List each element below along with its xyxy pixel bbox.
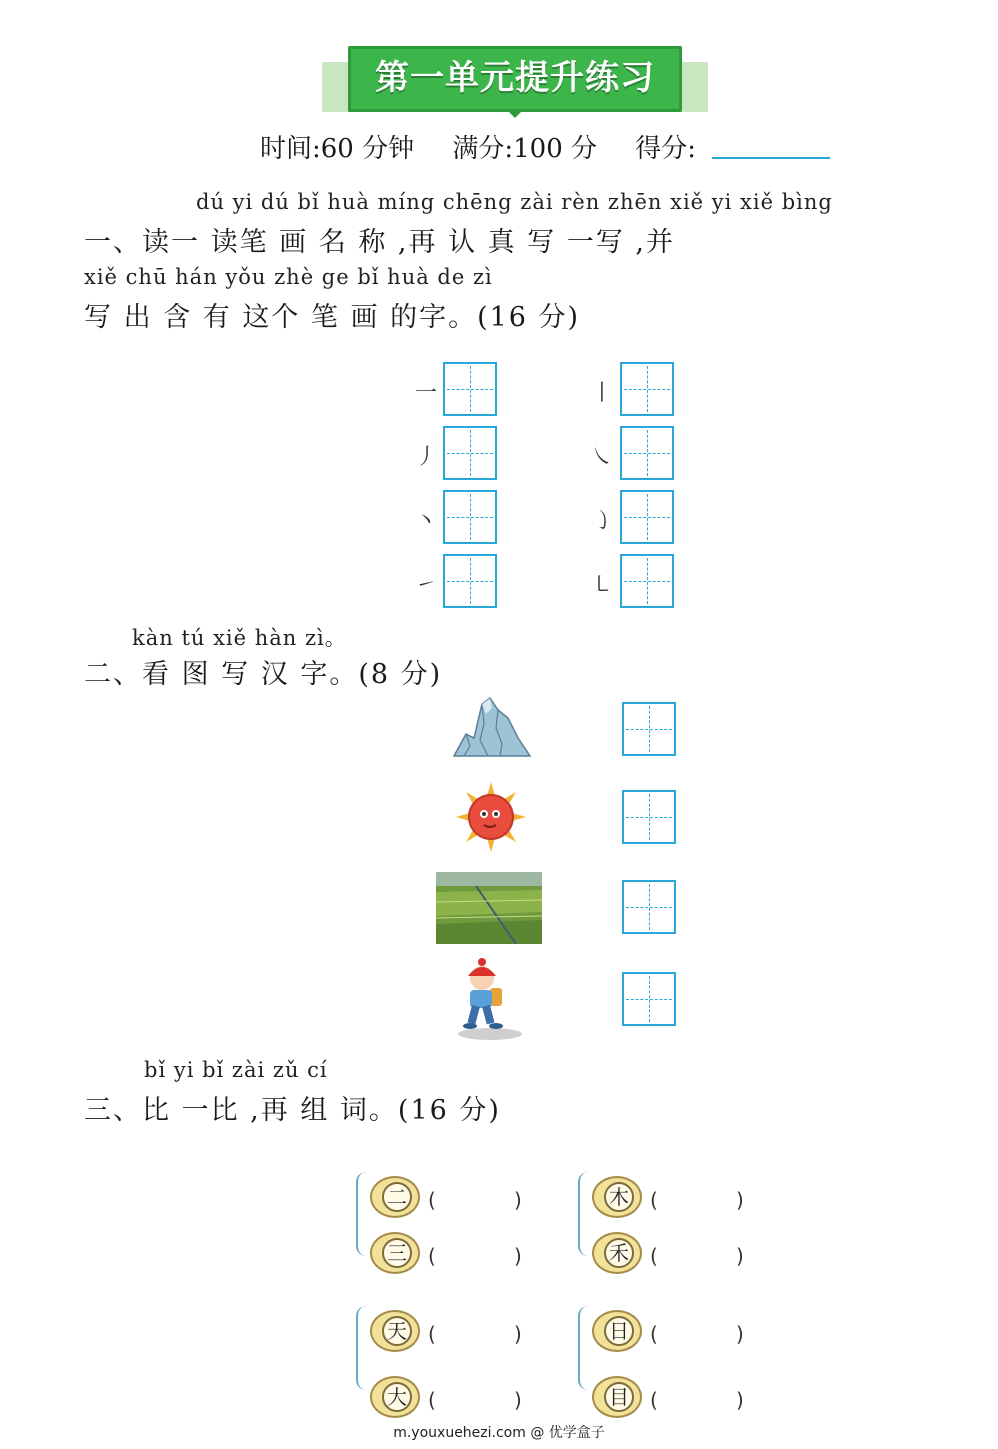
paren-open: ( [428,1244,436,1268]
q1-pinyin-line1: dú yi dú bǐ huà míng chēng zài rèn zhēn xiě yi xiě bìng [196,190,833,214]
char-bubble: 三 [382,1238,412,1268]
paren-close: ) [514,1388,522,1412]
child-walking-image [452,958,526,1042]
paren-close: ) [736,1188,744,1212]
paren-close: ) [514,1188,522,1212]
full-score-label: 满分:100 分 [452,134,598,164]
paren-close: ) [736,1388,744,1412]
footer-watermark: m.youxuehezi.com @ 优学盒子 [393,1425,605,1441]
stroke-label: 丿 [414,445,437,470]
writing-box[interactable] [622,880,676,934]
paren-open: ( [650,1244,658,1268]
q1-line2: 写 出 含 有 这个 笔 画 的字。(16 分) [84,302,581,333]
page-title: 第一单元提升练习 [375,58,655,98]
writing-box[interactable] [620,426,674,480]
paren-open: ( [428,1322,436,1346]
stroke-label: 一 [414,381,437,406]
paren-close: ) [514,1244,522,1268]
writing-box[interactable] [622,972,676,1026]
stroke-label: ㇁ [590,509,613,534]
paren-open: ( [650,1388,658,1412]
char-bubble: 天 [382,1316,412,1346]
paren-open: ( [428,1388,436,1412]
writing-box[interactable] [622,790,676,844]
q2-line: 二、看 图 写 汉 字。(8 分) [84,659,443,690]
brace [578,1306,588,1390]
char-bubble: 目 [604,1382,634,1412]
q3-pinyin: bǐ yi bǐ zài zǔ cí [144,1058,328,1082]
brace [578,1172,588,1256]
writing-box[interactable] [620,554,674,608]
writing-box[interactable] [443,426,497,480]
stroke-label: 丶 [414,509,437,534]
score-blank-line[interactable] [712,157,830,159]
char-bubble: 二 [382,1182,412,1212]
title-banner [322,46,708,112]
sun-image [456,782,526,852]
writing-box[interactable] [622,702,676,756]
stroke-label: ㇄ [590,573,613,598]
writing-box[interactable] [443,362,497,416]
time-label: 时间:60 分钟 [260,134,415,164]
char-bubble: 木 [604,1182,634,1212]
paren-open: ( [650,1322,658,1346]
brace [356,1172,366,1256]
char-bubble: 禾 [604,1238,634,1268]
writing-box[interactable] [443,554,497,608]
paren-open: ( [650,1188,658,1212]
q2-pinyin: kàn tú xiě hàn zì。 [132,626,347,650]
score-label: 得分: [635,134,697,164]
char-bubble: 大 [382,1382,412,1412]
paren-close: ) [736,1244,744,1268]
q1-line1: 一、读一 读笔 画 名 称 ,再 认 真 写 一写 ,并 [84,227,675,258]
paren-open: ( [428,1188,436,1212]
field-image [436,872,542,944]
paren-close: ) [736,1322,744,1346]
writing-box[interactable] [620,490,674,544]
stroke-label: ㇏ [590,445,613,470]
writing-box[interactable] [443,490,497,544]
stroke-label: ㇀ [414,573,437,598]
q1-pinyin-line2: xiě chū hán yǒu zhè ge bǐ huà de zì [84,265,493,289]
brace [356,1306,366,1390]
writing-box[interactable] [620,362,674,416]
banner-notch [507,110,523,118]
paren-close: ) [514,1322,522,1346]
stroke-label: 丨 [590,381,613,406]
mountain-image [452,694,532,762]
score-line [260,128,726,165]
q3-line: 三、比 一比 ,再 组 词。(16 分) [84,1095,501,1126]
char-bubble: 日 [604,1316,634,1346]
